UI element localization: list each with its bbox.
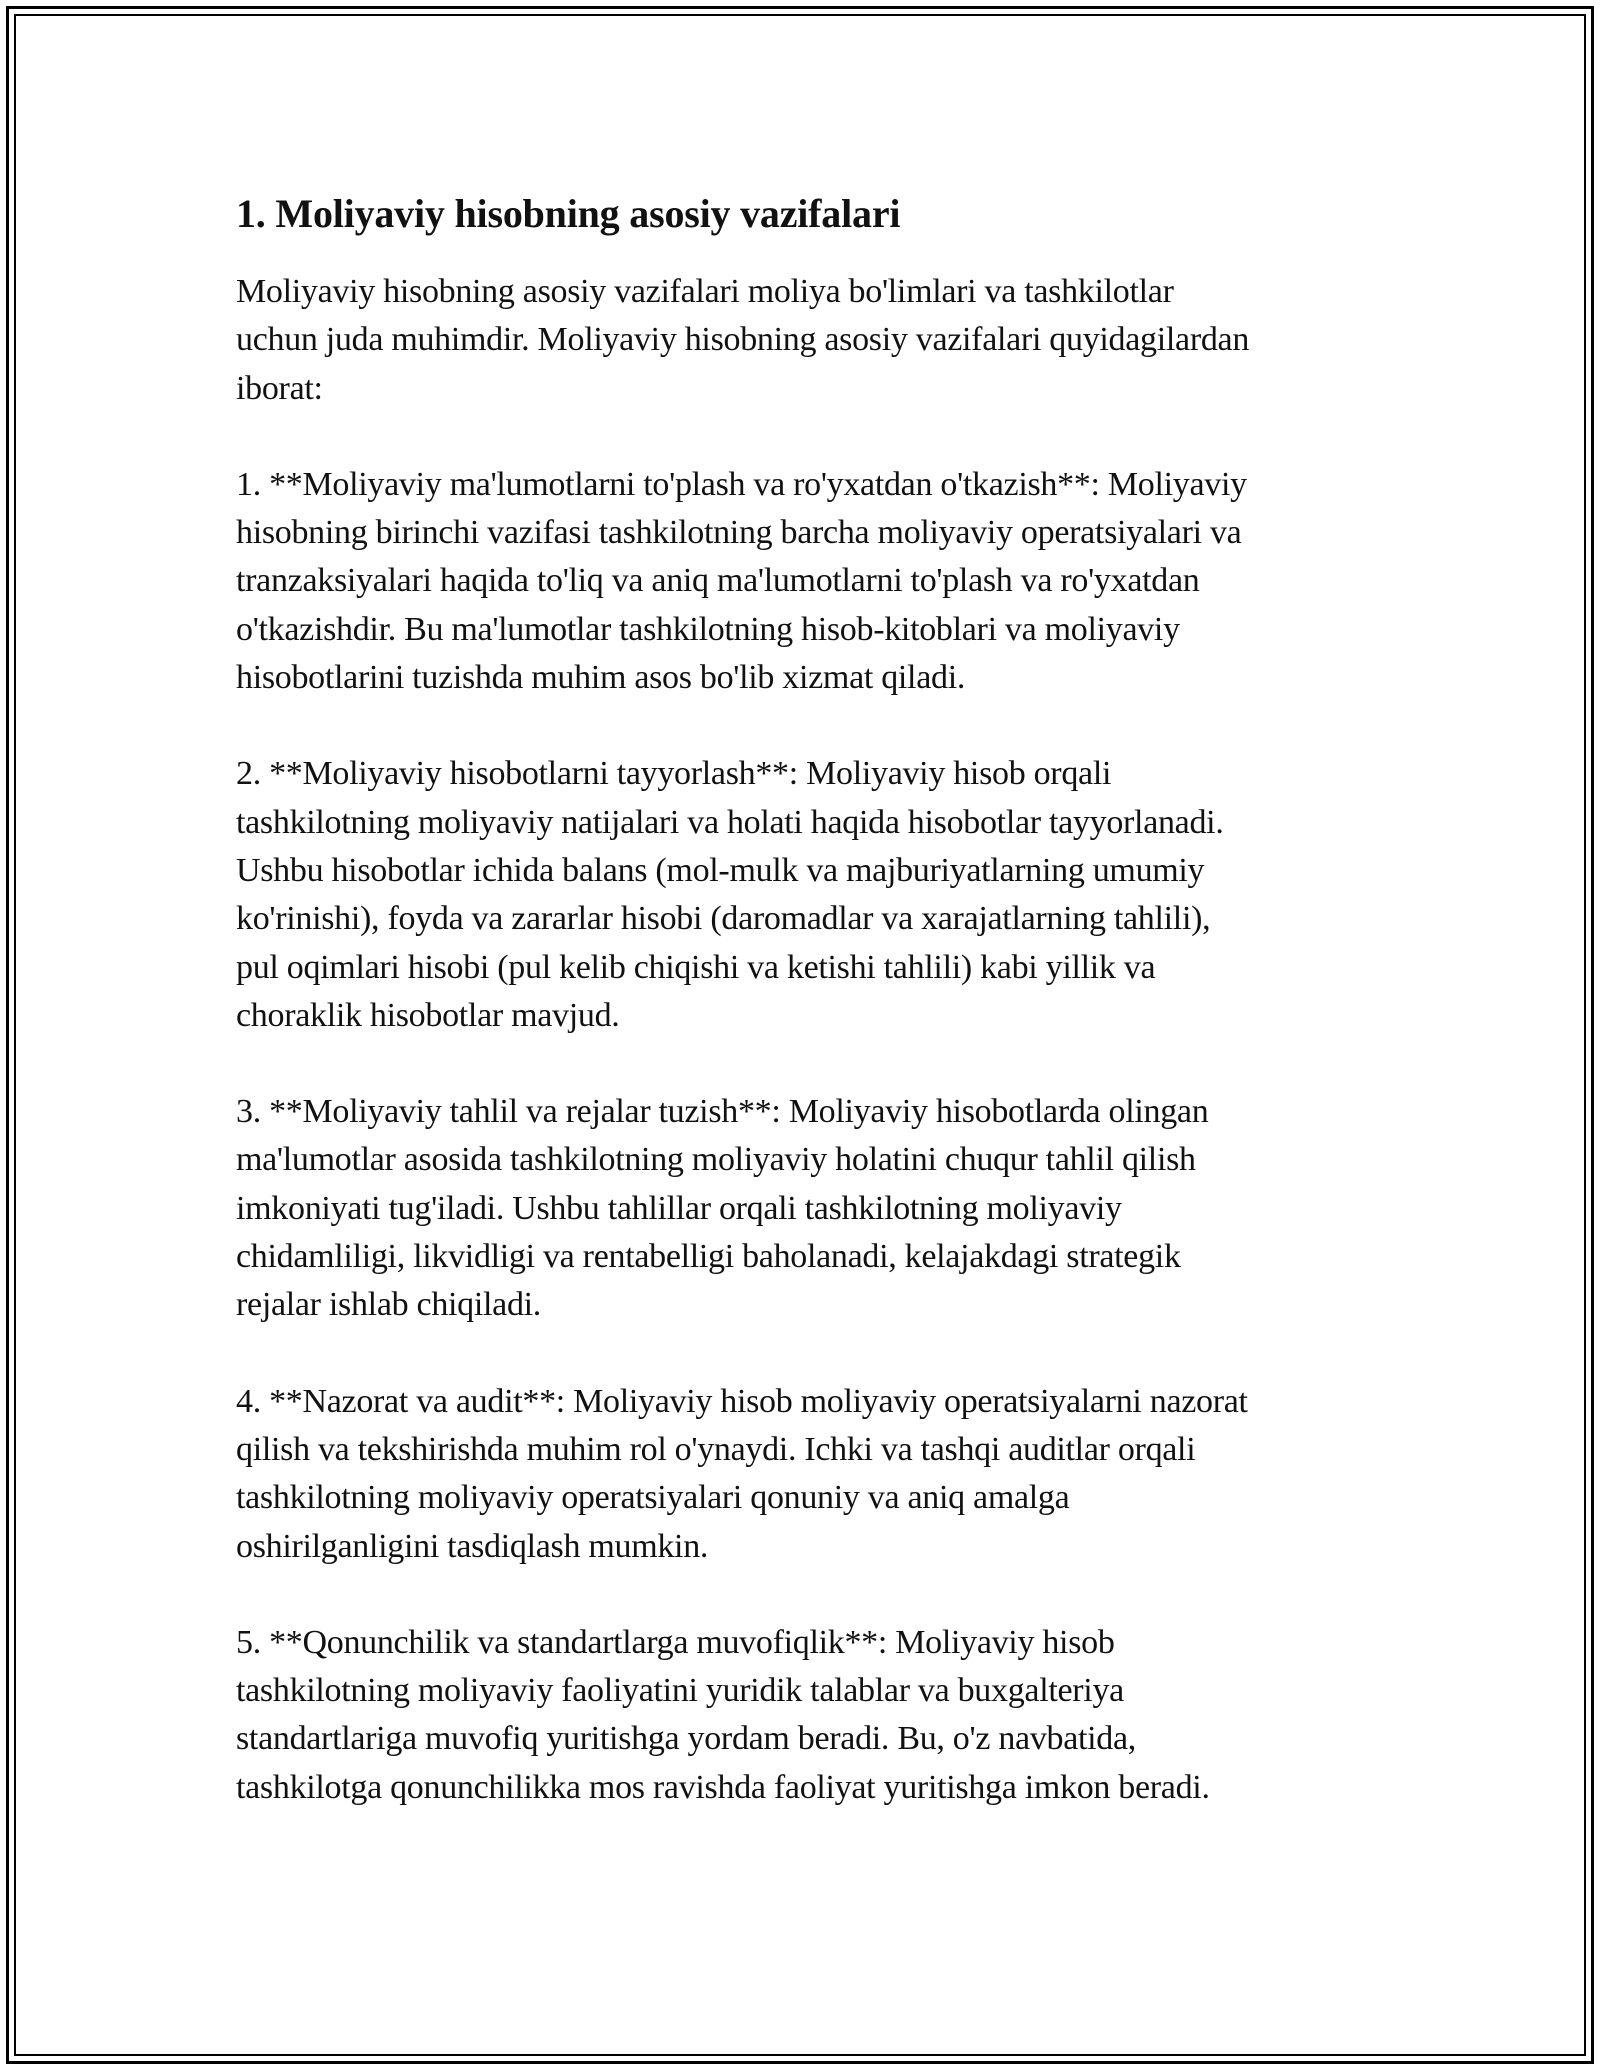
list-item-paragraph-4: 4. **Nazorat va audit**: Moliyaviy hisob moliyaviy operatsiyalarni nazorat qilish va tekshirishda muhim rol o'ynaydi. Ichki va tashqi auditlar orqali tashkilotning moliyaviy operatsiyalari qonuniy va aniq amalga oshirilganligini tasdiqlash mumkin. (236, 1382, 1248, 1565)
document-body (236, 186, 1366, 1860)
list-item-paragraph-3: 3. **Moliyaviy tahlil va rejalar tuzish**: Moliyaviy hisobotlarda olingan ma'lumotlar asosida tashkilotning moliyaviy holatini chuqur tahlil qilish imkoniyati tug'iladi. Ushbu tahlillar orqali tashkilotning moliyaviy chidamliligi, likvidligi va rentabelligi baholanadi, kelajakdagi strategik rejalar ishlab chiqiladi. (236, 1093, 1209, 1324)
intro-paragraph: Moliyaviy hisobning asosiy vazifalari moliya bo'limlari va tashkilotlar uchun juda muhimdir. Moliyaviy hisobning asosiy vazifalari quyidagilardan iborat: (236, 273, 1250, 407)
list-item-paragraph-2: 2. **Moliyaviy hisobotlarni tayyorlash**: Moliyaviy hisob orqali tashkilotning moliyaviy natijalari va holati haqida hisobotlar tayyorlanadi. Ushbu hisobotlar ichida balans (mol-mulk va majburiyatlarning umumiy ko'rinishi), foyda va zararlar hisobi (daromadlar va xarajatlarning tahlili), pul oqimlari hisobi (pul kelib chiqishi va ketishi tahlili) kabi yillik va choraklik hisobotlar mavjud. (236, 755, 1224, 1034)
list-item-paragraph-5: 5. **Qonunchilik va standartlarga muvofiqlik**: Moliyaviy hisob tashkilotning moliyaviy faoliyatini yuridik talablar va buxgalteriya standartlariga muvofiq yuritishga yordam beradi. Bu, o'z navbatida, tashkilotga qonunchilikka mos ravishda faoliyat yuritishga imkon beradi. (236, 1623, 1210, 1806)
list-item-paragraph-1: 1. **Moliyaviy ma'lumotlarni to'plash va ro'yxatdan o'tkazish**: Moliyaviy hisobning birinchi vazifasi tashkilotning barcha moliyaviy operatsiyalari va tranzaksiyalari haqida to'liq va aniq ma'lumotlarni to'plash va ro'yxatdan o'tkazishdir. Bu ma'lumotlar tashkilotning hisob-kitoblari va moliyaviy hisobotlarini tuzishda muhim asos bo'lib xizmat qiladi. (236, 465, 1247, 697)
section-heading: 1. Moliyaviy hisobning asosiy vazifalari (236, 191, 901, 236)
